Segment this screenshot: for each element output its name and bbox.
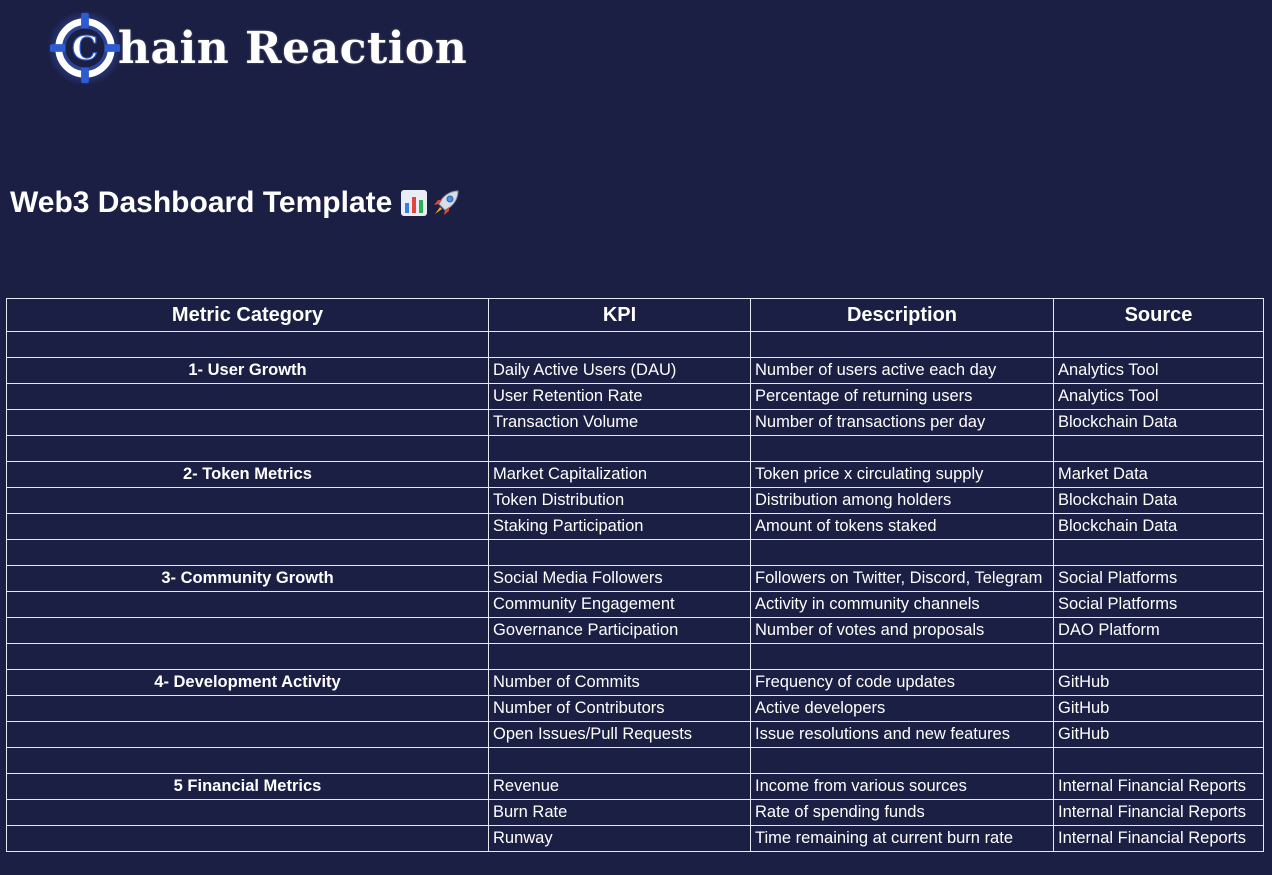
spacer-row	[7, 748, 1264, 774]
source-cell: Analytics Tool	[1054, 358, 1264, 384]
header-source: Source	[1054, 299, 1264, 332]
source-cell: Social Platforms	[1054, 592, 1264, 618]
empty-cell	[751, 332, 1054, 358]
source-cell: Internal Financial Reports	[1054, 774, 1264, 800]
source-cell: Analytics Tool	[1054, 384, 1264, 410]
table-row	[7, 514, 1264, 540]
empty-cell	[751, 644, 1054, 670]
table-row	[7, 566, 1264, 592]
title-icons	[400, 188, 461, 218]
kpi-cell: Number of Commits	[489, 670, 751, 696]
metric-category-cell: 1- User Growth	[7, 358, 489, 384]
spacer-row	[7, 540, 1264, 566]
source-cell: Internal Financial Reports	[1054, 826, 1264, 852]
empty-cell	[489, 540, 751, 566]
kpi-cell: Daily Active Users (DAU)	[489, 358, 751, 384]
table-row	[7, 800, 1264, 826]
empty-cell	[7, 384, 489, 410]
source-cell: GitHub	[1054, 670, 1264, 696]
source-cell: GitHub	[1054, 722, 1264, 748]
source-cell: Market Data	[1054, 462, 1264, 488]
logo-letter: C	[71, 28, 99, 68]
source-cell: DAO Platform	[1054, 618, 1264, 644]
table-row	[7, 410, 1264, 436]
metric-category-cell: 3- Community Growth	[7, 566, 489, 592]
metric-category-cell: 5 Financial Metrics	[7, 774, 489, 800]
table-row	[7, 384, 1264, 410]
empty-cell	[7, 748, 489, 774]
table-row	[7, 358, 1264, 384]
empty-cell	[7, 540, 489, 566]
description-cell: Number of users active each day	[751, 358, 1054, 384]
description-cell: Number of votes and proposals	[751, 618, 1054, 644]
description-cell: Percentage of returning users	[751, 384, 1054, 410]
chain-reaction-logo-icon	[46, 9, 124, 87]
spacer-row	[7, 644, 1264, 670]
empty-cell	[489, 748, 751, 774]
source-cell: Blockchain Data	[1054, 488, 1264, 514]
spacer-row	[7, 436, 1264, 462]
description-cell: Distribution among holders	[751, 488, 1054, 514]
empty-cell	[1054, 540, 1264, 566]
description-cell: Number of transactions per day	[751, 410, 1054, 436]
description-cell: Amount of tokens staked	[751, 514, 1054, 540]
empty-cell	[7, 332, 489, 358]
kpi-cell: Burn Rate	[489, 800, 751, 826]
empty-cell	[751, 748, 1054, 774]
table-row	[7, 774, 1264, 800]
logo-wordmark: hain Reaction	[118, 22, 468, 74]
empty-cell	[489, 644, 751, 670]
table-row	[7, 696, 1264, 722]
empty-cell	[7, 618, 489, 644]
empty-cell	[489, 436, 751, 462]
empty-cell	[751, 436, 1054, 462]
empty-cell	[7, 644, 489, 670]
kpi-cell: Social Media Followers	[489, 566, 751, 592]
empty-cell	[7, 488, 489, 514]
kpi-cell: Open Issues/Pull Requests	[489, 722, 751, 748]
description-cell: Income from various sources	[751, 774, 1054, 800]
empty-cell	[7, 410, 489, 436]
source-cell: Social Platforms	[1054, 566, 1264, 592]
empty-cell	[7, 514, 489, 540]
empty-cell	[7, 696, 489, 722]
kpi-cell: Number of Contributors	[489, 696, 751, 722]
description-cell: Activity in community channels	[751, 592, 1054, 618]
brand-logo	[46, 8, 467, 88]
kpi-cell: Runway	[489, 826, 751, 852]
page-title	[10, 186, 461, 220]
description-cell: Rate of spending funds	[751, 800, 1054, 826]
kpi-cell: Transaction Volume	[489, 410, 751, 436]
kpi-cell: Staking Participation	[489, 514, 751, 540]
table-row	[7, 722, 1264, 748]
kpi-table	[6, 298, 1264, 852]
empty-cell	[489, 332, 751, 358]
kpi-cell: Governance Participation	[489, 618, 751, 644]
header-kpi: KPI	[489, 299, 751, 332]
metric-category-cell: 2- Token Metrics	[7, 462, 489, 488]
table-row	[7, 670, 1264, 696]
bar-chart-icon	[400, 189, 428, 217]
table-row	[7, 592, 1264, 618]
description-cell: Time remaining at current burn rate	[751, 826, 1054, 852]
metric-category-cell: 4- Development Activity	[7, 670, 489, 696]
spacer-row	[7, 332, 1264, 358]
empty-cell	[1054, 748, 1264, 774]
kpi-cell: Revenue	[489, 774, 751, 800]
empty-cell	[1054, 332, 1264, 358]
source-cell: GitHub	[1054, 696, 1264, 722]
empty-cell	[7, 592, 489, 618]
empty-cell	[7, 436, 489, 462]
rocket-icon	[431, 188, 461, 218]
description-cell: Frequency of code updates	[751, 670, 1054, 696]
empty-cell	[7, 800, 489, 826]
page-title-text: Web3 Dashboard Template	[10, 186, 393, 219]
kpi-cell: Market Capitalization	[489, 462, 751, 488]
source-cell: Blockchain Data	[1054, 410, 1264, 436]
empty-cell	[7, 722, 489, 748]
description-cell: Issue resolutions and new features	[751, 722, 1054, 748]
source-cell: Blockchain Data	[1054, 514, 1264, 540]
table-row	[7, 826, 1264, 852]
empty-cell	[751, 540, 1054, 566]
source-cell: Internal Financial Reports	[1054, 800, 1264, 826]
empty-cell	[7, 826, 489, 852]
table-row	[7, 488, 1264, 514]
empty-cell	[1054, 436, 1264, 462]
description-cell: Token price x circulating supply	[751, 462, 1054, 488]
description-cell: Active developers	[751, 696, 1054, 722]
table-header-row	[7, 299, 1264, 332]
kpi-table-body	[7, 332, 1264, 852]
header-description: Description	[751, 299, 1054, 332]
header-metric-category: Metric Category	[7, 299, 489, 332]
table-row	[7, 462, 1264, 488]
description-cell: Followers on Twitter, Discord, Telegram	[751, 566, 1054, 592]
table-row	[7, 618, 1264, 644]
kpi-cell: Token Distribution	[489, 488, 751, 514]
empty-cell	[1054, 644, 1264, 670]
kpi-cell: User Retention Rate	[489, 384, 751, 410]
kpi-cell: Community Engagement	[489, 592, 751, 618]
